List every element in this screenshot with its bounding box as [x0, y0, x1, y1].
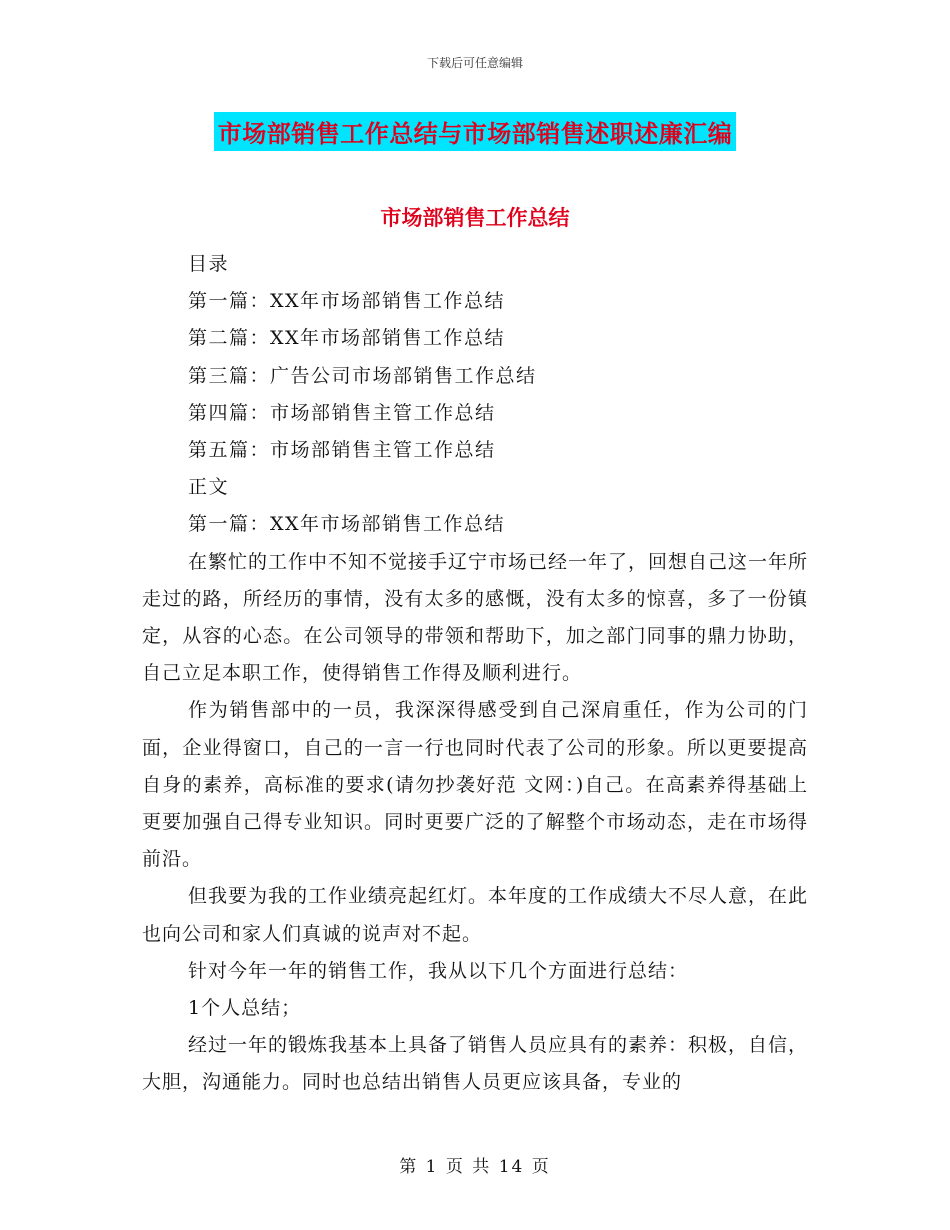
paragraph: 但我要为我的工作业绩亮起红灯。本年度的工作成绩大不尽人意，在此也向公司和家人们真诚的说声对不起。	[142, 885, 809, 945]
toc-item: 第一篇：XX年市场部销售工作总结	[188, 290, 506, 313]
paragraph: 经过一年的锻炼我基本上具备了销售人员应具有的素养：积极，自信，大胆，沟通能力。同时也总结出销售人员更应该具备，专业的	[142, 1034, 809, 1094]
section-heading: 第一篇：XX年市场部销售工作总结	[188, 513, 506, 536]
main-title	[0, 112, 950, 151]
toc-item: 第三篇：广告公司市场部销售工作总结	[188, 364, 537, 387]
sub-title: 市场部销售工作总结	[380, 205, 570, 230]
body-heading: 正文	[188, 476, 230, 499]
toc-item: 第四篇：市场部销售主管工作总结	[188, 401, 496, 424]
document-body	[142, 246, 808, 1102]
main-title-text: 市场部销售工作总结与市场部销售述职述廉汇编	[214, 112, 737, 151]
paragraph: 作为销售部中的一员，我深深得感受到自己深肩重任，作为公司的门面，企业得窗口，自己的一言一行也同时代表了公司的形象。所以更要提高自身的素养，高标准的要求(请勿抄袭好范 文网：)自己。在高素养得基础上更要加强自己得专业知识。同时更要广泛的了解整个市场动态，走在市场得前沿。	[142, 699, 808, 871]
paragraph: 针对今年一年的销售工作，我从以下几个方面进行总结：	[188, 959, 689, 982]
paragraph: 在繁忙的工作中不知不觉接手辽宁市场已经一年了，回想自己这一年所走过的路，所经历的事情，没有太多的感慨，没有太多的惊喜，多了一份镇定，从容的心态。在公司领导的带领和帮助下，加之部门同事的鼎力协助，自己立足本职工作，使得销售工作得及顺利进行。	[142, 550, 809, 685]
toc-item: 第二篇：XX年市场部销售工作总结	[188, 327, 506, 350]
page-footer: 第 1 页 共 14 页	[399, 1157, 551, 1177]
toc-item: 第五篇：市场部销售主管工作总结	[188, 439, 496, 462]
paragraph: 1个人总结；	[188, 997, 302, 1020]
header-note: 下载后可任意编辑	[426, 56, 523, 70]
toc-heading: 目录	[188, 253, 230, 275]
